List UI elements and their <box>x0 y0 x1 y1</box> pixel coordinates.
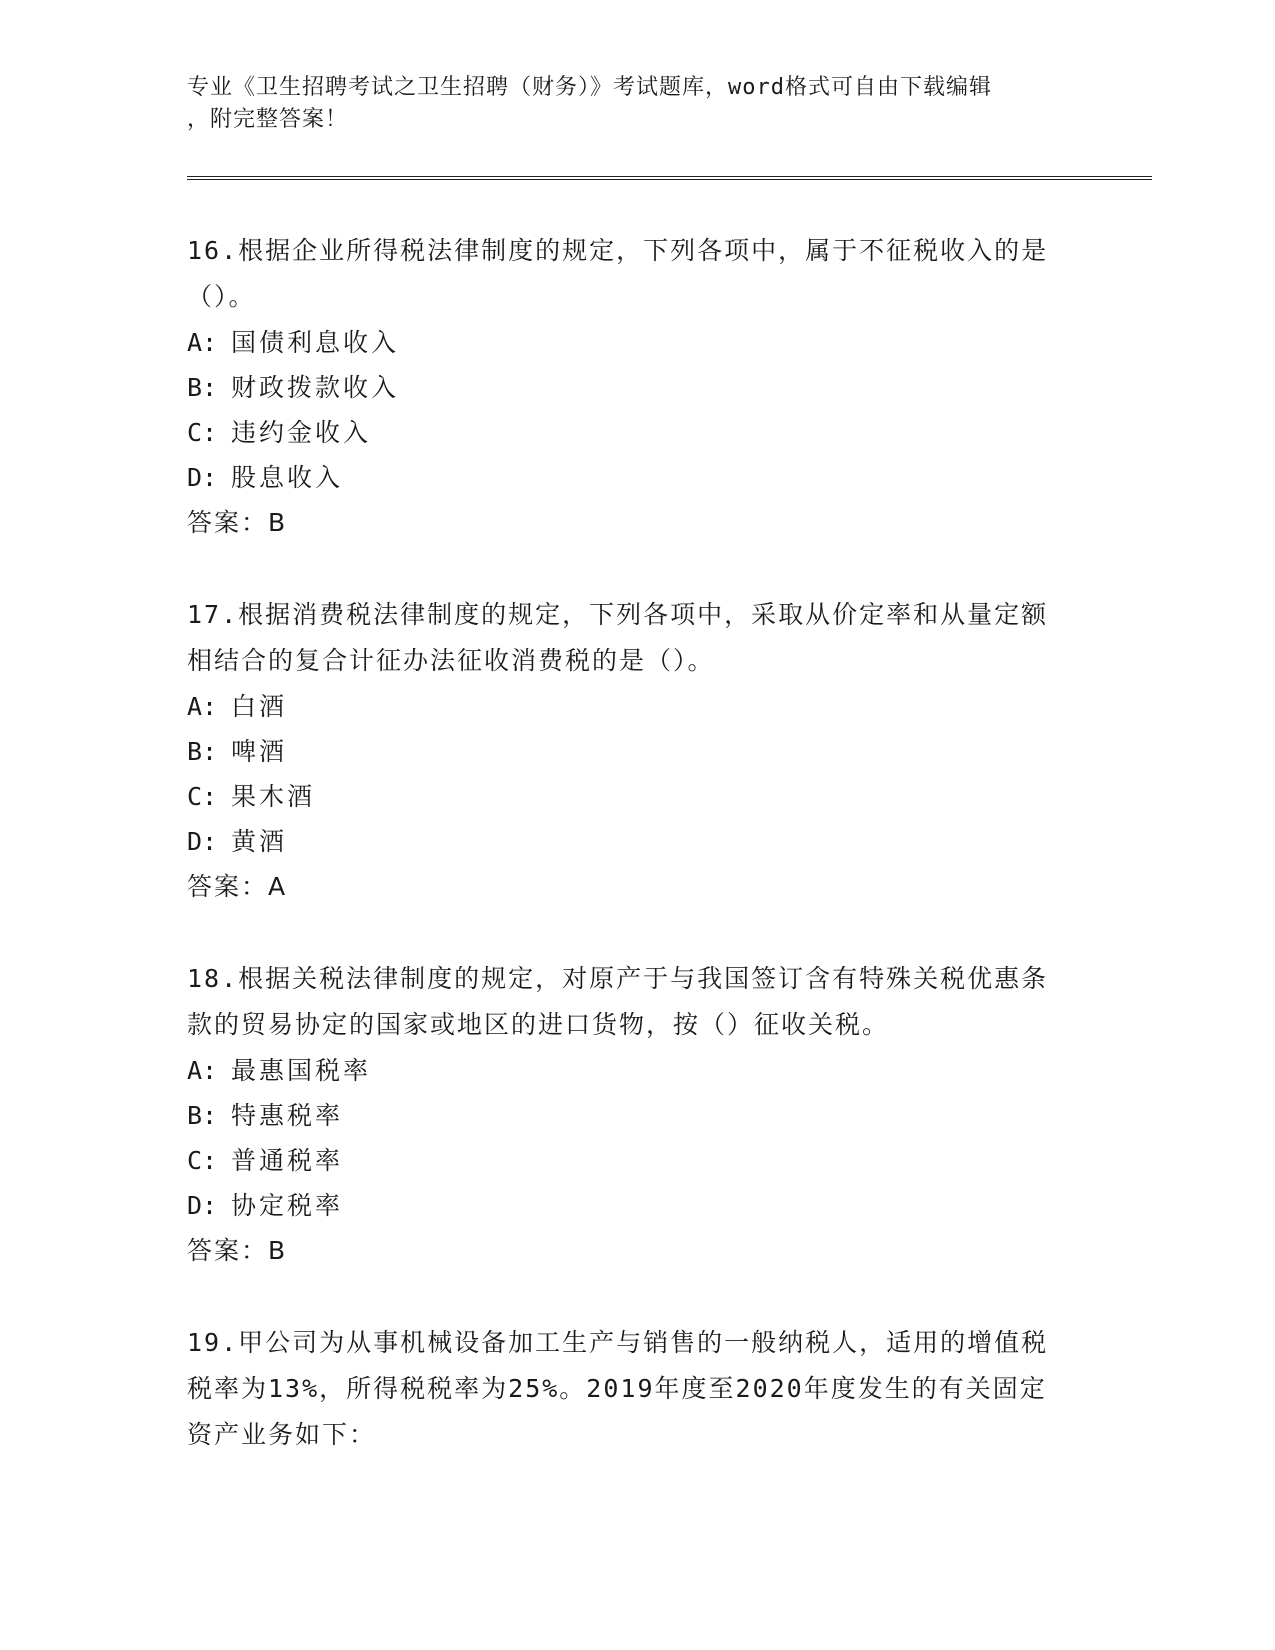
option-text: 特惠税率 <box>231 1101 344 1130</box>
option-key: C: <box>187 418 218 447</box>
option-b <box>187 729 1067 774</box>
option-key: A: <box>187 1056 218 1085</box>
option-d <box>187 455 1067 500</box>
option-key: B: <box>187 737 218 766</box>
option-text: 果木酒 <box>231 782 316 811</box>
header-double-rule <box>187 176 1152 180</box>
question-list <box>187 228 1067 1504</box>
option-text: 啤酒 <box>231 737 288 766</box>
question-stem: 19.甲公司为从事机械设备加工生产与销售的一般纳税人，适用的增值税税率为13%，所得税税率为25%。2019年度至2020年度发生的有关固定资产业务如下： <box>187 1328 1049 1449</box>
option-text: 违约金收入 <box>231 418 372 447</box>
option-b <box>187 365 1067 410</box>
header-text-line-2: ，附完整答案！ <box>187 107 349 132</box>
option-a <box>187 684 1067 729</box>
option-key: D: <box>187 827 218 856</box>
option-c <box>187 774 1067 819</box>
option-key: D: <box>187 1191 218 1220</box>
option-text: 财政拨款收入 <box>231 373 400 402</box>
option-key: C: <box>187 782 218 811</box>
question-16 <box>187 228 1067 546</box>
option-key: B: <box>187 373 218 402</box>
option-text: 白酒 <box>231 692 288 721</box>
question-stem: 16.根据企业所得税法律制度的规定，下列各项中，属于不征税收入的是（）。 <box>187 236 1049 311</box>
option-key: D: <box>187 463 218 492</box>
option-key: C: <box>187 1146 218 1175</box>
option-c <box>187 1138 1067 1183</box>
question-17 <box>187 592 1067 910</box>
option-c <box>187 410 1067 455</box>
question-stem: 17.根据消费税法律制度的规定，下列各项中，采取从价定率和从量定额相结合的复合计征办法征收消费税的是（）。 <box>187 600 1049 675</box>
option-key: A: <box>187 328 218 357</box>
option-text: 国债利息收入 <box>231 328 400 357</box>
option-a <box>187 320 1067 365</box>
option-text: 最惠国税率 <box>231 1056 372 1085</box>
option-text: 股息收入 <box>231 463 344 492</box>
answer-line: 答案：B <box>187 1236 288 1265</box>
question-18 <box>187 956 1067 1274</box>
option-b <box>187 1093 1067 1138</box>
option-a <box>187 1048 1067 1093</box>
answer-line: 答案：A <box>187 872 288 901</box>
option-text: 黄酒 <box>231 827 288 856</box>
option-d <box>187 819 1067 864</box>
option-key: B: <box>187 1101 218 1130</box>
option-text: 协定税率 <box>231 1191 344 1220</box>
answer-line: 答案：B <box>187 508 288 537</box>
header-text-line-1: 专业《卫生招聘考试之卫生招聘（财务）》考试题库，word格式可自由下载编辑 <box>187 75 992 100</box>
option-text: 普通税率 <box>231 1146 344 1175</box>
question-stem: 18.根据关税法律制度的规定，对原产于与我国签订含有特殊关税优惠条款的贸易协定的国家或地区的进口货物，按（）征收关税。 <box>187 964 1049 1039</box>
option-key: A: <box>187 692 218 721</box>
option-d <box>187 1183 1067 1228</box>
document-header <box>187 72 1067 136</box>
question-19 <box>187 1320 1067 1458</box>
